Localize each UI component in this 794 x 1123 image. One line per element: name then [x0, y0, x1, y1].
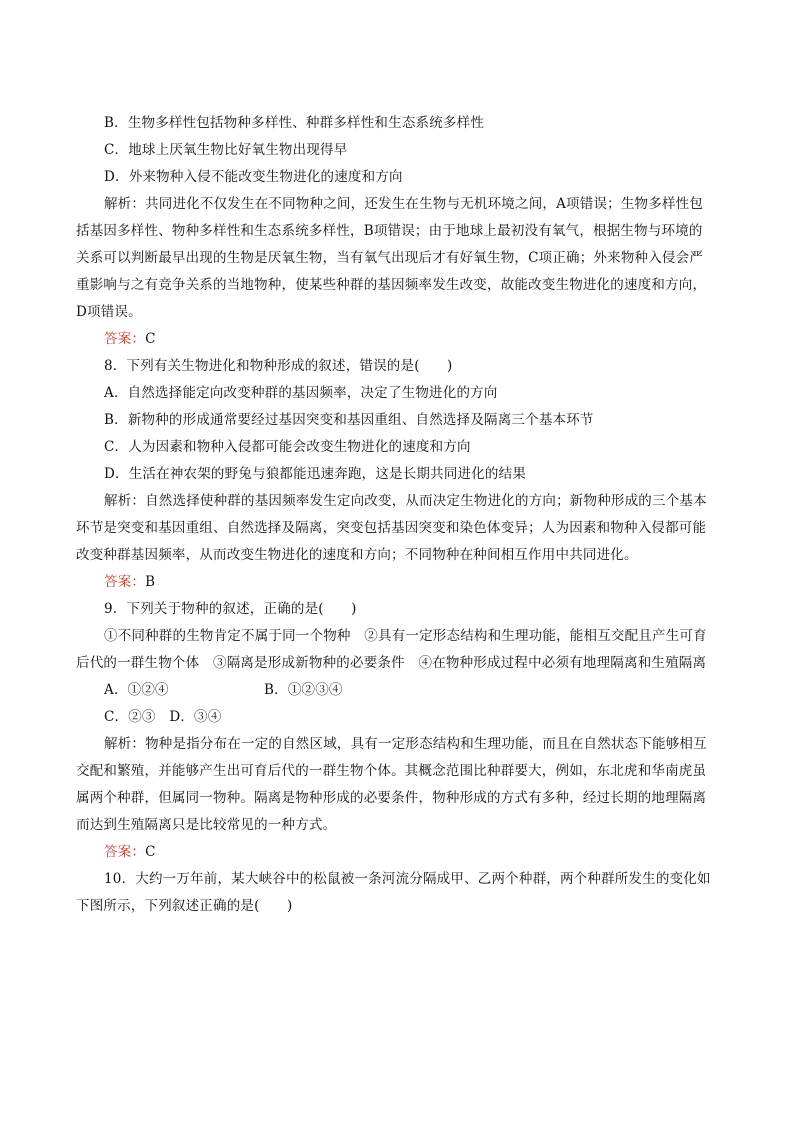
q9-option-cd: C．②③ D．③④ — [104, 709, 222, 725]
q9-option-a: A．①②④ — [104, 682, 169, 698]
answer-label: 答案： — [104, 574, 146, 590]
q8-analysis-line: 环节是突变和基因重组、自然选择及隔离，突变包括基因突变和染色体变异；人为因素和物种入侵都可能 — [76, 520, 707, 536]
q7-analysis-line: 解析：共同进化不仅发生在不同物种之间，还发生在生物与无机环境之间，A项错误；生物多样性包 — [104, 196, 704, 212]
q7-analysis-line: 括基因多样性、物种多样性和生态系统多样性，B项错误；由于地球上最初没有氧气，根据生物与环境的 — [76, 223, 703, 239]
q9-statements-line: 后代的一群生物个体 ③隔离是形成新物种的必要条件 ④在物种形成过程中必须有地理隔离和生殖隔离 — [76, 655, 707, 671]
q7-analysis-line: 重影响与之有竞争关系的当地物种，使某些种群的基因频率发生改变，故能改变生物进化的速度和方向， — [76, 277, 707, 293]
answer-label: 答案： — [104, 331, 146, 347]
q9-statements-line: ①不同种群的生物肯定不属于同一个物种 ②具有一定形态结构和生理功能，能相互交配且产生可育 — [104, 628, 707, 644]
q7-answer — [104, 326, 704, 353]
q10-stem-line: 下图所示，下列叙述正确的是( ) — [76, 898, 293, 914]
q8-option-a: A．自然选择能定向改变种群的基因频率，决定了生物进化的方向 — [104, 385, 498, 401]
q8-option-c: C．人为因素和物种入侵都可能会改变生物进化的速度和方向 — [104, 439, 471, 455]
q7-analysis-line: 关系可以判断最早出现的生物是厌氧生物，当有氧气出现后才有好氧生物，C项正确；外来物种入侵会严 — [76, 250, 704, 266]
q8-option-d: D．生活在神农架的野兔与狼都能迅速奔跑，这是长期共同进化的结果 — [104, 466, 527, 482]
answer-label: 答案： — [104, 844, 146, 860]
q9-stem: 9．下列关于物种的叙述，正确的是( ) — [104, 601, 357, 617]
answer-value: C — [145, 331, 156, 347]
answer-value: B — [145, 574, 156, 590]
q9-analysis-line: 而达到生殖隔离只是比较常见的一种方式。 — [76, 817, 337, 833]
q9-answer — [104, 839, 704, 866]
q7-option-c: C．地球上厌氧生物比好氧生物出现得早 — [104, 142, 348, 158]
q9-analysis-line: 交配和繁殖，并能够产生出可育后代的一群生物个体。其概念范围比种群要大，例如，东北虎和华南虎虽 — [76, 763, 707, 779]
q8-analysis-line: 改变种群基因频率，从而改变生物进化的速度和方向；不同物种在种间相互作用中共同进化。 — [76, 547, 638, 563]
q9-analysis-line: 解析：物种是指分布在一定的自然区域，具有一定形态结构和生理功能，而且在自然状态下能够相互 — [104, 736, 707, 752]
q9-option-b: B．①②③④ — [264, 682, 343, 698]
answer-value: C — [145, 844, 156, 860]
q7-option-d: D．外来物种入侵不能改变生物进化的速度和方向 — [104, 169, 403, 185]
q7-option-b: B．生物多样性包括物种多样性、种群多样性和生态系统多样性 — [104, 115, 485, 131]
q8-option-b: B．新物种的形成通常要经过基因突变和基因重组、自然选择及隔离三个基本环节 — [104, 412, 594, 428]
q8-analysis-line: 解析：自然选择使种群的基因频率发生定向改变，从而决定生物进化的方向；新物种形成的三个基本 — [104, 493, 707, 509]
q9-analysis-line: 属两个种群，但属同一物种。隔离是物种形成的必要条件，物种形成的方式有多种，经过长期的地理隔离 — [76, 790, 707, 806]
q10-stem-line: 10．大约一万年前，某大峡谷中的松鼠被一条河流分隔成甲、乙两个种群，两个种群所发生的变化如 — [104, 871, 711, 887]
q8-stem: 8．下列有关生物进化和物种形成的叙述，错误的是( ) — [104, 358, 453, 374]
q8-answer — [104, 569, 704, 596]
q7-analysis-line: D项错误。 — [76, 304, 142, 320]
